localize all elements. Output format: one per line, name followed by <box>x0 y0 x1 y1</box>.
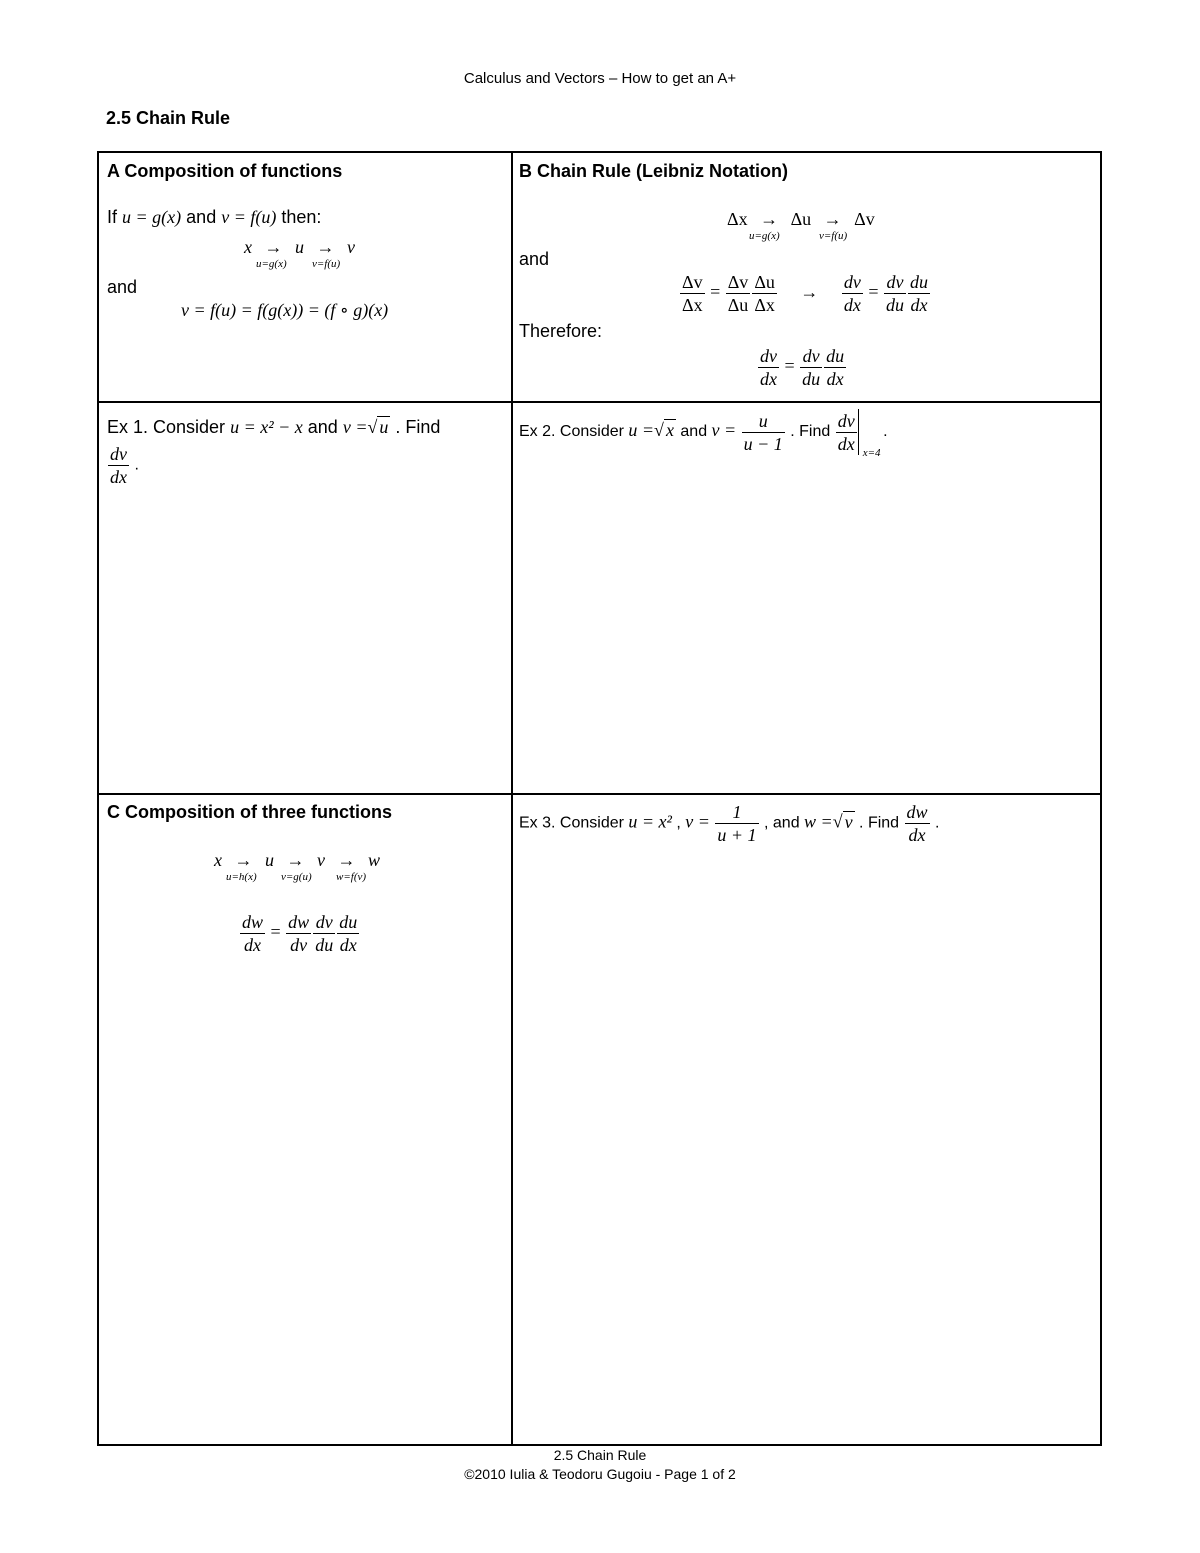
arrow-icon: → <box>760 209 779 229</box>
arrow-icon: → <box>337 850 356 870</box>
chain-sub-3: w=f(v) <box>336 871 367 883</box>
evaluation-bar <box>858 409 881 459</box>
arrow-icon: → <box>286 850 305 870</box>
ex1-v-radicand: u <box>379 417 389 437</box>
cell-c-title: C Composition of three functions <box>107 802 392 822</box>
chain-sub-1: u=g(x) <box>256 258 287 270</box>
arrow-icon: → <box>800 281 819 302</box>
chain-x: x <box>214 850 222 870</box>
example-2: Ex 2. Consider u =√ x and v = $\frac{u}{u - 1}$ . Find $\frac{dv}{dx}$ x=4 . <box>519 410 888 459</box>
cell-b-and: and <box>519 249 550 269</box>
u-definition: u = g(x) <box>122 207 182 227</box>
chain-x: x <box>244 237 252 257</box>
fraction: $\frac{dv}{du}$ <box>315 912 334 955</box>
ex2-label: Ex 2. Consider <box>519 423 624 441</box>
chain-dv: Δv <box>854 209 875 229</box>
footer-title: 2.5 Chain Rule <box>553 1447 647 1463</box>
sqrt-icon: √ <box>832 811 843 832</box>
fraction: $\frac{\Delta u}{\Delta x}$ <box>754 272 775 315</box>
fraction: $\frac{dv}{dx}$ <box>110 444 127 487</box>
chain-sub-2: v=f(u) <box>819 230 848 242</box>
eval-point: x=4 <box>862 447 881 459</box>
ex2-and: and <box>680 423 708 441</box>
three-function-chain-rule: $\frac{dw}{dx}$ = $\frac{dw}{dv}$ $\frac{dv}{du}$ $\frac{du}{dx}$ <box>242 912 358 955</box>
ex2-find: . Find <box>790 423 831 441</box>
footer-copyright: ©2010 Iulia & Teodoru Gugoiu - Page 1 of 2 <box>464 1466 736 1482</box>
ex2-u-radicand: x <box>665 420 674 441</box>
page-header: Calculus and Vectors – How to get an A+ <box>463 70 737 87</box>
cell-a-if-line <box>107 207 321 228</box>
ex3-and: , and <box>764 814 800 832</box>
fraction: $\frac{du}{dx}$ <box>910 272 929 315</box>
therefore-label: Therefore: <box>519 321 603 341</box>
ex3-v-fraction: $\frac{1}{u + 1}$ <box>717 802 757 845</box>
ex1-label: Ex 1. Consider <box>107 417 226 437</box>
fraction: $\frac{\Delta v}{\Delta u}$ <box>727 272 749 315</box>
fraction: $\frac{dw}{dx}$ <box>906 802 928 845</box>
chain-du: Δu <box>790 209 812 229</box>
ex3-w-radicand: v <box>844 811 853 832</box>
ex1-u: u = x² − x <box>230 417 303 437</box>
grid-divider-1 <box>99 401 1100 403</box>
ex1-and: and <box>307 417 338 437</box>
cell-a-title: A Composition of functions <box>107 161 343 181</box>
sqrt-icon: √ <box>367 417 378 437</box>
fraction: $\frac{dw}{dx}$ <box>242 912 264 955</box>
arrow-icon: → <box>234 850 253 870</box>
fraction: $\frac{dv}{du}$ <box>886 272 905 315</box>
ex3-find: . Find <box>859 814 900 832</box>
example-1 <box>107 417 440 438</box>
arrow-icon: → <box>264 237 283 257</box>
cell-a-chain <box>244 237 355 258</box>
cell-a-and: and <box>107 277 138 297</box>
grid-divider-2 <box>99 793 1100 795</box>
if-label: If <box>107 207 118 227</box>
fraction: $\frac{\Delta v}{\Delta x}$ <box>682 272 703 315</box>
cell-b <box>519 161 788 182</box>
delta-ratio-equation: $\frac{\Delta v}{\Delta x}$ = $\frac{\Delta v}{\Delta u}$ $\frac{\Delta u}{\Delta x}$ → $\frac{dv}{dx}$ = $\frac{dv}{du}$ $\frac{du}{dx}$ <box>682 272 929 315</box>
ex2-u-prefix: u = <box>628 420 655 441</box>
chain-sub-1: u=g(x) <box>749 230 780 242</box>
ex3-label: Ex 3. Consider <box>519 814 624 832</box>
ex1-find: . Find <box>395 417 441 437</box>
cell-b-title: B Chain Rule (Leibniz Notation) <box>519 161 788 181</box>
grid-vertical-divider <box>511 153 513 1444</box>
chain-sub-1: u=h(x) <box>226 871 257 883</box>
chain-u: u <box>265 850 274 870</box>
ex1-v-prefix: v = <box>342 417 368 437</box>
fraction: $\frac{du}{dx}$ <box>339 912 358 955</box>
cell-b-chain <box>727 209 875 230</box>
chain-u: u <box>295 237 304 257</box>
chain-sub-2: v=g(u) <box>281 871 312 883</box>
v-definition: v = f(u) <box>221 207 277 227</box>
ex2-v-prefix: v = <box>711 420 737 441</box>
ex1-derivative: $\frac{dv}{dx}$ . <box>110 444 139 487</box>
chain-v: v <box>317 850 325 870</box>
ex2-v-fraction: $\frac{u}{u - 1}$ <box>743 410 783 454</box>
then-label: then: <box>281 207 322 227</box>
chain-dx: Δx <box>727 209 748 229</box>
fraction: $\frac{dv}{dx}$ <box>837 410 855 454</box>
cell-c <box>107 802 392 823</box>
fraction: $\frac{dw}{dv}$ <box>288 912 310 955</box>
arrow-icon: → <box>316 237 335 257</box>
fraction: $\frac{dv}{dx}$ <box>843 272 861 315</box>
worksheet-grid <box>97 151 1102 1446</box>
fraction: $\frac{dv}{dx}$ <box>760 346 777 389</box>
fraction: $\frac{dv}{du}$ <box>802 346 821 389</box>
chain-v: v <box>347 237 355 257</box>
ex3-v-prefix: v = <box>685 811 710 832</box>
chain-rule-result: $\frac{dv}{dx}$ = $\frac{dv}{du}$ $\frac{du}{dx}$ <box>760 346 845 389</box>
composition-formula: v = f(u) = f(g(x)) = (f ∘ g)(x) <box>181 300 389 320</box>
cell-c-chain <box>214 850 380 871</box>
example-3: Ex 3. Consider u = x² , v = $\frac{1}{u + 1}$ , and w =√ v . Find $\frac{dw}{dx}$ . <box>519 802 940 845</box>
arrow-icon: → <box>823 209 842 229</box>
fraction: $\frac{du}{dx}$ <box>826 346 845 389</box>
chain-sub-2: v=f(u) <box>312 258 341 270</box>
section-title: 2.5 Chain Rule <box>106 108 231 128</box>
chain-w: w <box>368 850 381 870</box>
sqrt-icon: √ <box>654 420 664 441</box>
ex3-w-prefix: w = <box>804 811 833 832</box>
and-label: and <box>186 207 217 227</box>
cell-a <box>107 161 342 182</box>
ex3-u: u = x² <box>628 811 672 832</box>
